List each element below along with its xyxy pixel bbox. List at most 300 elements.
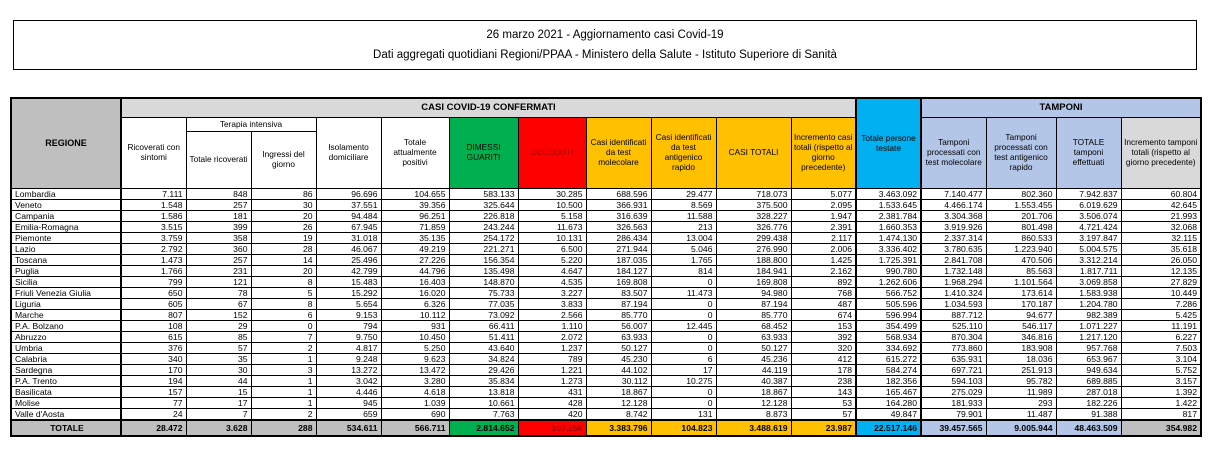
header-casi-test-antigenico: Casi identificati da test antigenico rapido [651,118,716,189]
cell-totale-attualmente-positivi: 566.711 [381,420,449,436]
cell-isolamento-domiciliare: 945 [316,398,381,409]
table-row [11,189,1201,200]
cell-isolamento-domiciliare: 96.696 [316,189,381,200]
cell-ingressi-del-giorno: 26 [251,222,316,233]
cell-casi-test-antigenico: 12.445 [651,321,716,332]
cell-casi-test-molecolare: 286.434 [586,233,651,244]
cell-dimessi-guariti: 75.733 [449,288,518,299]
cell-totale-ricoverati: 17 [186,398,251,409]
cell-isolamento-domiciliare: 9.153 [316,310,381,321]
cell-ricoverati-con-sintomi: 7.111 [121,189,186,200]
cell-tamponi-test-antigenico: 11.989 [986,387,1056,398]
title-date-line: 26 marzo 2021 - Aggiornamento casi Covid-19 [486,29,724,41]
cell-dimessi-guariti: 2.814.652 [449,420,518,436]
table-row [11,332,1201,343]
table-row [11,255,1201,266]
cell-ricoverati-con-sintomi: 3.515 [121,222,186,233]
cell-totale-ricoverati: 121 [186,277,251,288]
table-row [11,365,1201,376]
cell-deceduti: 1.221 [518,365,586,376]
cell-totale-attualmente-positivi: 1.039 [381,398,449,409]
cell-totale-ricoverati: 29 [186,321,251,332]
cell-dimessi-guariti: 29.426 [449,365,518,376]
cell-casi-totali: 169.808 [716,277,791,288]
cell-deceduti: 6.500 [518,244,586,255]
cell-totale-persone-testate: 584.274 [856,365,921,376]
cell-deceduti: 1.110 [518,321,586,332]
cell-incremento-casi-totali: 674 [791,310,856,321]
cell-totale-persone-testate: 3.336.402 [856,244,921,255]
cell-totale-persone-testate: 1.725.391 [856,255,921,266]
cell-tamponi-test-molecolare: 3.919.926 [921,222,986,233]
cell-incremento-casi-totali: 1.425 [791,255,856,266]
cell-casi-totali: 85.770 [716,310,791,321]
region-name: Piemonte [11,233,121,244]
cell-ricoverati-con-sintomi: 1.548 [121,200,186,211]
table-row [11,354,1201,365]
cell-casi-test-molecolare: 326.563 [586,222,651,233]
cell-ingressi-del-giorno: 288 [251,420,316,436]
cell-ricoverati-con-sintomi: 77 [121,398,186,409]
region-name: Calabria [11,354,121,365]
cell-tamponi-test-molecolare: 887.712 [921,310,986,321]
cell-casi-test-molecolare: 8.742 [586,409,651,421]
cell-ricoverati-con-sintomi: 194 [121,376,186,387]
cell-incremento-casi-totali: 53 [791,398,856,409]
cell-totale-attualmente-positivi: 16.403 [381,277,449,288]
header-totale-ricoverati: Totale ricoverati [186,132,251,189]
cell-isolamento-domiciliare: 13.272 [316,365,381,376]
cell-totale-tamponi-effettuati: 3.197.847 [1056,233,1121,244]
header-casi-test-molecolare: Casi identificati da test molecolare [586,118,651,189]
cell-incremento-tamponi-totali: 27.829 [1121,277,1201,288]
cell-isolamento-domiciliare: 794 [316,321,381,332]
cell-isolamento-domiciliare: 659 [316,409,381,421]
cell-incremento-casi-totali: 1.947 [791,211,856,222]
cell-deceduti: 2.566 [518,310,586,321]
cell-totale-persone-testate: 22.517.146 [856,420,921,436]
cell-incremento-casi-totali: 487 [791,299,856,310]
cell-isolamento-domiciliare: 15.483 [316,277,381,288]
cell-tamponi-test-molecolare: 594.103 [921,376,986,387]
cell-isolamento-domiciliare: 67.945 [316,222,381,233]
cell-isolamento-domiciliare: 9.750 [316,332,381,343]
cell-tamponi-test-antigenico: 183.908 [986,343,1056,354]
cell-isolamento-domiciliare: 5.654 [316,299,381,310]
cell-deceduti: 1.273 [518,376,586,387]
cell-dimessi-guariti: 221.271 [449,244,518,255]
cell-totale-attualmente-positivi: 3.280 [381,376,449,387]
cell-totale-ricoverati: 399 [186,222,251,233]
cell-totale-tamponi-effettuati: 91.388 [1056,409,1121,421]
header-deceduti: DECEDUTI [518,118,586,189]
cell-incremento-tamponi-totali: 5.752 [1121,365,1201,376]
cell-dimessi-guariti: 34.824 [449,354,518,365]
cell-totale-persone-testate: 1.262.606 [856,277,921,288]
cell-dimessi-guariti: 254.172 [449,233,518,244]
cell-incremento-tamponi-totali: 32.115 [1121,233,1201,244]
cell-incremento-casi-totali: 153 [791,321,856,332]
cell-incremento-casi-totali: 892 [791,277,856,288]
cell-totale-attualmente-positivi: 4.618 [381,387,449,398]
cell-incremento-tamponi-totali: 5.425 [1121,310,1201,321]
cell-totale-ricoverati: 231 [186,266,251,277]
cell-ricoverati-con-sintomi: 170 [121,365,186,376]
cell-totale-tamponi-effettuati: 6.019.629 [1056,200,1121,211]
cell-ingressi-del-giorno: 0 [251,321,316,332]
cell-incremento-tamponi-totali: 26.050 [1121,255,1201,266]
cell-totale-attualmente-positivi: 27.226 [381,255,449,266]
cell-casi-totali: 68.452 [716,321,791,332]
cell-totale-persone-testate: 3.463.092 [856,189,921,200]
cell-casi-test-molecolare: 187.035 [586,255,651,266]
cell-totale-tamponi-effettuati: 1.583.938 [1056,288,1121,299]
cell-ingressi-del-giorno: 5 [251,288,316,299]
cell-ingressi-del-giorno: 86 [251,189,316,200]
total-label: TOTALE [11,420,121,436]
region-name: Liguria [11,299,121,310]
cell-totale-ricoverati: 257 [186,255,251,266]
cell-totale-attualmente-positivi: 104.655 [381,189,449,200]
cell-isolamento-domiciliare: 534.611 [316,420,381,436]
cell-tamponi-test-antigenico: 293 [986,398,1056,409]
cell-tamponi-test-molecolare: 1.410.324 [921,288,986,299]
cell-totale-attualmente-positivi: 931 [381,321,449,332]
cell-deceduti: 3.227 [518,288,586,299]
cell-tamponi-test-antigenico: 1.223.940 [986,244,1056,255]
cell-totale-tamponi-effettuati: 3.312.214 [1056,255,1121,266]
cell-ingressi-del-giorno: 8 [251,299,316,310]
cell-isolamento-domiciliare: 4.817 [316,343,381,354]
cell-ricoverati-con-sintomi: 615 [121,332,186,343]
table-row [11,211,1201,222]
cell-incremento-tamponi-totali: 42.645 [1121,200,1201,211]
cell-totale-tamponi-effettuati: 957.768 [1056,343,1121,354]
cell-incremento-tamponi-totali: 60.804 [1121,189,1201,200]
header-incremento-casi-totali: Incremento casi totali (rispetto al giorno precedente) [791,118,856,189]
cell-totale-ricoverati: 57 [186,343,251,354]
cell-casi-totali: 3.488.619 [716,420,791,436]
table-row [11,299,1201,310]
header-incremento-tamponi-totali: Incremento tamponi totali (rispetto al giorno precedente) [1121,118,1201,189]
cell-deceduti: 1.237 [518,343,586,354]
cell-casi-totali: 328.227 [716,211,791,222]
table-row [11,376,1201,387]
cell-casi-test-antigenico: 10.275 [651,376,716,387]
cell-tamponi-test-molecolare: 4.466.174 [921,200,986,211]
region-name: Friuli Venezia Giulia [11,288,121,299]
cell-casi-test-antigenico: 6 [651,354,716,365]
cell-totale-ricoverati: 7 [186,409,251,421]
cell-totale-tamponi-effettuati: 7.942.837 [1056,189,1121,200]
cell-ricoverati-con-sintomi: 376 [121,343,186,354]
cell-casi-test-molecolare: 12.128 [586,398,651,409]
cell-totale-tamponi-effettuati: 5.004.575 [1056,244,1121,255]
table-row [11,233,1201,244]
total-row [11,420,1201,436]
cell-casi-totali: 375.500 [716,200,791,211]
cell-totale-ricoverati: 358 [186,233,251,244]
cell-casi-test-antigenico: 0 [651,387,716,398]
cell-deceduti: 30.285 [518,189,586,200]
cell-casi-test-antigenico: 17 [651,365,716,376]
cell-tamponi-test-molecolare: 3.780.635 [921,244,986,255]
cell-casi-test-antigenico: 104.823 [651,420,716,436]
cell-totale-persone-testate: 596.994 [856,310,921,321]
cell-totale-tamponi-effettuati: 48.463.509 [1056,420,1121,436]
cell-totale-persone-testate: 990.780 [856,266,921,277]
cell-deceduti: 431 [518,387,586,398]
cell-totale-ricoverati: 152 [186,310,251,321]
region-name: Lazio [11,244,121,255]
cell-isolamento-domiciliare: 37.551 [316,200,381,211]
cell-dimessi-guariti: 10.661 [449,398,518,409]
cell-tamponi-test-antigenico: 11.487 [986,409,1056,421]
cell-incremento-tamponi-totali: 7.503 [1121,343,1201,354]
cell-ricoverati-con-sintomi: 605 [121,299,186,310]
cell-ingressi-del-giorno: 1 [251,387,316,398]
cell-incremento-casi-totali: 57 [791,409,856,421]
cell-tamponi-test-molecolare: 181.933 [921,398,986,409]
header-ricoverati-con-sintomi: Ricoverati con sintomi [121,118,186,189]
cell-incremento-tamponi-totali: 817 [1121,409,1201,421]
table-row [11,409,1201,421]
cell-incremento-tamponi-totali: 21.993 [1121,211,1201,222]
cell-tamponi-test-molecolare: 697.721 [921,365,986,376]
cell-ingressi-del-giorno: 7 [251,332,316,343]
cell-deceduti: 5.220 [518,255,586,266]
cell-ricoverati-con-sintomi: 650 [121,288,186,299]
region-name: Umbria [11,343,121,354]
header-totale-attualmente-positivi: Totale attualmente positivi [381,118,449,189]
cell-casi-test-antigenico: 8.569 [651,200,716,211]
cell-tamponi-test-molecolare: 635.931 [921,354,986,365]
cell-casi-test-molecolare: 85.770 [586,310,651,321]
region-name: Marche [11,310,121,321]
cell-deceduti: 420 [518,409,586,421]
cell-ingressi-del-giorno: 2 [251,343,316,354]
cell-casi-test-antigenico: 0 [651,310,716,321]
cell-tamponi-test-antigenico: 94.677 [986,310,1056,321]
cell-totale-attualmente-positivi: 96.251 [381,211,449,222]
cell-casi-test-molecolare: 18.867 [586,387,651,398]
region-name: Toscana [11,255,121,266]
cell-totale-attualmente-positivi: 9.623 [381,354,449,365]
cell-totale-persone-testate: 505.596 [856,299,921,310]
cell-ricoverati-con-sintomi: 799 [121,277,186,288]
table-row [11,288,1201,299]
cell-tamponi-test-antigenico: 173.614 [986,288,1056,299]
cell-incremento-casi-totali: 238 [791,376,856,387]
cell-totale-ricoverati: 44 [186,376,251,387]
cell-casi-totali: 8.873 [716,409,791,421]
cell-casi-totali: 94.980 [716,288,791,299]
cell-casi-test-antigenico: 131 [651,409,716,421]
cell-totale-attualmente-positivi: 10.112 [381,310,449,321]
header-casi-confermati-banner: CASI COVID-19 CONFERMATI [121,98,856,118]
cell-ingressi-del-giorno: 28 [251,244,316,255]
cell-totale-attualmente-positivi: 690 [381,409,449,421]
cell-deceduti: 11.673 [518,222,586,233]
cell-ricoverati-con-sintomi: 1.586 [121,211,186,222]
cell-totale-persone-testate: 334.692 [856,343,921,354]
cell-totale-persone-testate: 566.752 [856,288,921,299]
cell-incremento-casi-totali: 178 [791,365,856,376]
cell-casi-test-molecolare: 271.944 [586,244,651,255]
cell-dimessi-guariti: 243.244 [449,222,518,233]
cell-dimessi-guariti: 583.133 [449,189,518,200]
header-tamponi-test-molecolare: Tamponi processati con test molecolare [921,118,986,189]
cell-ricoverati-con-sintomi: 28.472 [121,420,186,436]
cell-totale-persone-testate: 182.356 [856,376,921,387]
cell-casi-totali: 45.236 [716,354,791,365]
cell-isolamento-domiciliare: 42.799 [316,266,381,277]
cell-tamponi-test-antigenico: 95.782 [986,376,1056,387]
cell-casi-totali: 63.933 [716,332,791,343]
cell-casi-totali: 718.073 [716,189,791,200]
cell-totale-tamponi-effettuati: 949.634 [1056,365,1121,376]
cell-totale-tamponi-effettuati: 4.721.424 [1056,222,1121,233]
table-row [11,200,1201,211]
cell-tamponi-test-molecolare: 7.140.477 [921,189,986,200]
cell-deceduti: 2.072 [518,332,586,343]
cell-incremento-tamponi-totali: 10.449 [1121,288,1201,299]
cell-dimessi-guariti: 77.035 [449,299,518,310]
cell-isolamento-domiciliare: 4.446 [316,387,381,398]
cell-casi-test-molecolare: 45.230 [586,354,651,365]
header-banner-row [11,98,1201,118]
cell-casi-test-molecolare: 30.112 [586,376,651,387]
table-row [11,321,1201,332]
cell-casi-test-molecolare: 63.933 [586,332,651,343]
cell-dimessi-guariti: 35.834 [449,376,518,387]
cell-incremento-tamponi-totali: 6.227 [1121,332,1201,343]
cell-ricoverati-con-sintomi: 807 [121,310,186,321]
cell-dimessi-guariti: 135.498 [449,266,518,277]
cell-totale-ricoverati: 78 [186,288,251,299]
cell-tamponi-test-antigenico: 85.563 [986,266,1056,277]
header-casi-totali: CASI TOTALI [716,118,791,189]
cell-incremento-casi-totali: 392 [791,332,856,343]
cell-tamponi-test-molecolare: 1.034.593 [921,299,986,310]
cell-ricoverati-con-sintomi: 108 [121,321,186,332]
cell-isolamento-domiciliare: 25.496 [316,255,381,266]
cell-tamponi-test-molecolare: 773.860 [921,343,986,354]
region-name: Basilicata [11,387,121,398]
cell-ingressi-del-giorno: 1 [251,354,316,365]
cell-totale-ricoverati: 360 [186,244,251,255]
cell-totale-persone-testate: 1.533.645 [856,200,921,211]
cell-dimessi-guariti: 43.640 [449,343,518,354]
cell-isolamento-domiciliare: 9.248 [316,354,381,365]
cell-tamponi-test-antigenico: 470.506 [986,255,1056,266]
cell-totale-ricoverati: 15 [186,387,251,398]
cell-incremento-tamponi-totali: 1.392 [1121,387,1201,398]
cell-casi-test-antigenico: 0 [651,277,716,288]
cell-totale-persone-testate: 165.467 [856,387,921,398]
cell-deceduti: 3.833 [518,299,586,310]
header-isolamento-domiciliare: Isolamento domiciliare [316,118,381,189]
cell-tamponi-test-antigenico: 546.117 [986,321,1056,332]
cell-deceduti: 10.131 [518,233,586,244]
cell-casi-test-molecolare: 184.127 [586,266,651,277]
region-name: Puglia [11,266,121,277]
cell-tamponi-test-molecolare: 525.110 [921,321,986,332]
header-ingressi-del-giorno: Ingressi del giorno [251,132,316,189]
cell-totale-attualmente-positivi: 13.472 [381,365,449,376]
cell-deceduti: 5.158 [518,211,586,222]
cell-incremento-casi-totali: 2.095 [791,200,856,211]
cell-ricoverati-con-sintomi: 157 [121,387,186,398]
cell-incremento-casi-totali: 768 [791,288,856,299]
cell-totale-ricoverati: 67 [186,299,251,310]
cell-isolamento-domiciliare: 3.042 [316,376,381,387]
region-name: Sicilia [11,277,121,288]
cell-isolamento-domiciliare: 94.484 [316,211,381,222]
cell-incremento-tamponi-totali: 11.191 [1121,321,1201,332]
cell-totale-ricoverati: 3.628 [186,420,251,436]
cell-tamponi-test-molecolare: 39.457.565 [921,420,986,436]
region-name: Sardegna [11,365,121,376]
cell-tamponi-test-molecolare: 2.841.708 [921,255,986,266]
cell-totale-attualmente-positivi: 16.020 [381,288,449,299]
cell-dimessi-guariti: 7.763 [449,409,518,421]
cell-tamponi-test-molecolare: 2.337.314 [921,233,986,244]
cell-totale-tamponi-effettuati: 287.018 [1056,387,1121,398]
cell-totale-attualmente-positivi: 6.326 [381,299,449,310]
table-row [11,266,1201,277]
cell-casi-test-molecolare: 3.383.796 [586,420,651,436]
cell-incremento-tamponi-totali: 35.618 [1121,244,1201,255]
cell-ingressi-del-giorno: 14 [251,255,316,266]
cell-incremento-casi-totali: 143 [791,387,856,398]
cell-totale-persone-testate: 354.499 [856,321,921,332]
cell-totale-attualmente-positivi: 39.356 [381,200,449,211]
region-name: P.A. Bolzano [11,321,121,332]
cell-totale-ricoverati: 35 [186,354,251,365]
cell-tamponi-test-antigenico: 1.101.564 [986,277,1056,288]
cell-totale-attualmente-positivi: 49.219 [381,244,449,255]
cell-casi-totali: 299.438 [716,233,791,244]
table-row [11,387,1201,398]
region-name: Valle d'Aosta [11,409,121,421]
title-box [13,20,1197,70]
cell-totale-ricoverati: 257 [186,200,251,211]
cell-casi-totali: 188.800 [716,255,791,266]
cell-tamponi-test-antigenico: 860.533 [986,233,1056,244]
cell-totale-tamponi-effettuati: 3.506.074 [1056,211,1121,222]
cell-casi-totali: 276.990 [716,244,791,255]
cell-totale-tamponi-effettuati: 182.226 [1056,398,1121,409]
cell-casi-totali: 87.194 [716,299,791,310]
cell-tamponi-test-antigenico: 251.913 [986,365,1056,376]
cell-casi-test-antigenico: 5.046 [651,244,716,255]
region-name: Lombardia [11,189,121,200]
cell-tamponi-test-molecolare: 79.901 [921,409,986,421]
cell-dimessi-guariti: 51.411 [449,332,518,343]
cell-casi-totali: 184.941 [716,266,791,277]
cell-tamponi-test-antigenico: 18.036 [986,354,1056,365]
table-row [11,277,1201,288]
cell-ingressi-del-giorno: 6 [251,310,316,321]
cell-casi-totali: 44.119 [716,365,791,376]
cell-incremento-casi-totali: 2.162 [791,266,856,277]
cell-tamponi-test-molecolare: 3.304.368 [921,211,986,222]
region-name: Abruzzo [11,332,121,343]
cell-deceduti: 107.256 [518,420,586,436]
cell-ricoverati-con-sintomi: 1.473 [121,255,186,266]
cell-casi-test-antigenico: 0 [651,299,716,310]
